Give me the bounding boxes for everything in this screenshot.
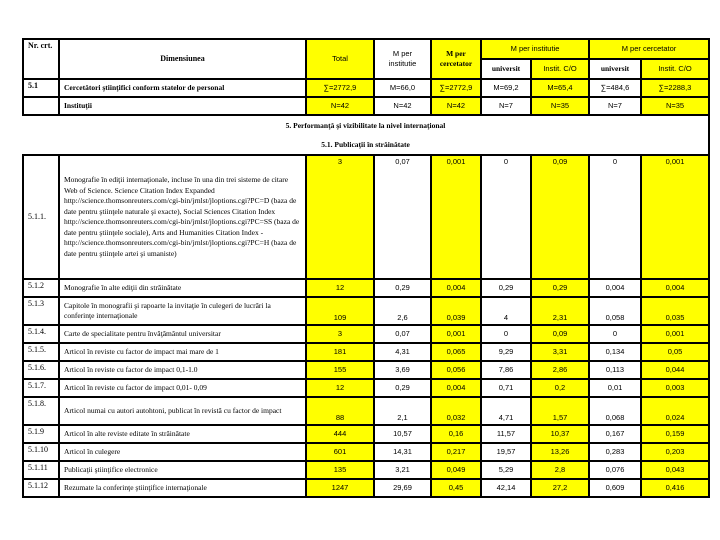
row-value: 0 <box>589 325 641 343</box>
row-value: 13,26 <box>531 443 589 461</box>
row-label: Monografie în alte ediţii din străinătate <box>59 279 306 297</box>
row-value: 0,07 <box>374 325 431 343</box>
row-value: 3 <box>306 155 374 279</box>
row-value: 0,167 <box>589 425 641 443</box>
row-value: 0,09 <box>531 325 589 343</box>
row-value: 0,024 <box>641 397 709 425</box>
row-number: 5.1.12 <box>23 479 59 497</box>
row-value: 0,283 <box>589 443 641 461</box>
row-value: 0,07 <box>374 155 431 279</box>
row-value: 0,004 <box>431 379 481 397</box>
row-value: 42,14 <box>481 479 531 497</box>
row-value: 88 <box>306 397 374 425</box>
row-value: 7,86 <box>481 361 531 379</box>
row-value: 11,57 <box>481 425 531 443</box>
table-row <box>23 325 709 343</box>
row-value: 0,065 <box>431 343 481 361</box>
row-label: Articol în culegere <box>59 443 306 461</box>
row-value: 0 <box>589 155 641 279</box>
row-value: 12 <box>306 379 374 397</box>
table-row <box>23 425 709 443</box>
row-label: Articol în reviste cu factor de impact 0,01- 0,09 <box>59 379 306 397</box>
row-value: 0,004 <box>431 279 481 297</box>
header-m-per-institution: M per institutie <box>374 39 431 79</box>
row-number: 5.1.8. <box>23 397 59 425</box>
row-value: 0,217 <box>431 443 481 461</box>
header-m-per-researcher: M per cercetator <box>431 39 481 79</box>
row-value: 0,003 <box>641 379 709 397</box>
table-row <box>23 461 709 479</box>
row-value: 0,039 <box>431 297 481 325</box>
table-row <box>23 155 709 279</box>
table-row <box>23 443 709 461</box>
row-value: 0,056 <box>431 361 481 379</box>
row-value: 10,57 <box>374 425 431 443</box>
row-value: 135 <box>306 461 374 479</box>
row-value: 9,29 <box>481 343 531 361</box>
row-value: 0,043 <box>641 461 709 479</box>
row-value: 0,044 <box>641 361 709 379</box>
row-value: 0,058 <box>589 297 641 325</box>
row-label: Articol în reviste cu factor de impact 0,1-1.0 <box>59 361 306 379</box>
table-row <box>23 479 709 497</box>
table-row <box>23 79 709 97</box>
row-value: 5,29 <box>481 461 531 479</box>
row-value: 3,69 <box>374 361 431 379</box>
row-value: 0,16 <box>431 425 481 443</box>
header-total: Total <box>306 39 374 79</box>
header-dimension: Dimensiunea <box>59 39 306 79</box>
row-value: 0,076 <box>589 461 641 479</box>
header-group-institution: M per institutie <box>481 39 589 59</box>
row-value: 0,203 <box>641 443 709 461</box>
row-label: Capitole în monografii şi rapoarte la invitaţie în culegeri de lucrări la conferinţe internaţionale <box>59 297 306 325</box>
row-value: 0,29 <box>374 279 431 297</box>
row-value: 0 <box>481 155 531 279</box>
row-number: 5.1.10 <box>23 443 59 461</box>
row-value: 10,37 <box>531 425 589 443</box>
row-value: 0,71 <box>481 379 531 397</box>
row-value: M=66,0 <box>374 79 431 97</box>
row-value: 0,416 <box>641 479 709 497</box>
header-row <box>23 39 709 59</box>
row-value: 0,159 <box>641 425 709 443</box>
indicators-table <box>22 38 710 498</box>
section-title: 5. Performanţă şi vizibilitate la nivel internaţional <box>23 115 709 135</box>
row-value: ∑=2772,9 <box>431 79 481 97</box>
row-value: 0,45 <box>431 479 481 497</box>
row-value: 0,032 <box>431 397 481 425</box>
row-label: Rezumate la conferinţe ştiinţifice internaţionale <box>59 479 306 497</box>
row-value: ∑=2772,9 <box>306 79 374 97</box>
row-value: 0,035 <box>641 297 709 325</box>
row-value: N=42 <box>306 97 374 115</box>
row-value: 0,001 <box>641 155 709 279</box>
row-label: Publicaţii ştiinţifice electronice <box>59 461 306 479</box>
table-row <box>23 279 709 297</box>
row-value: 0,05 <box>641 343 709 361</box>
row-value: 4,31 <box>374 343 431 361</box>
row-number: 5.1.1. <box>23 155 59 279</box>
header-group-researcher: M per cercetator <box>589 39 709 59</box>
row-number: 5.1.2 <box>23 279 59 297</box>
table-row <box>23 343 709 361</box>
row-value: 4 <box>481 297 531 325</box>
row-value: N=35 <box>531 97 589 115</box>
row-value: 2,31 <box>531 297 589 325</box>
row-value: 12 <box>306 279 374 297</box>
subheader-universit: universit <box>589 59 641 79</box>
section-title-row <box>23 115 709 135</box>
row-label: Articol în reviste cu factor de impact mai mare de 1 <box>59 343 306 361</box>
row-value: 2,1 <box>374 397 431 425</box>
row-value: 601 <box>306 443 374 461</box>
row-value: 0,001 <box>641 325 709 343</box>
row-value: ∑=484,6 <box>589 79 641 97</box>
row-number: 5.1.11 <box>23 461 59 479</box>
row-value: 0,001 <box>431 155 481 279</box>
row-value: N=7 <box>589 97 641 115</box>
row-value: 181 <box>306 343 374 361</box>
row-number: 5.1.4. <box>23 325 59 343</box>
row-number <box>23 97 59 115</box>
row-value: 0,134 <box>589 343 641 361</box>
row-value: 0,004 <box>641 279 709 297</box>
row-number: 5.1.7. <box>23 379 59 397</box>
row-value: 0,001 <box>431 325 481 343</box>
row-value: 27,2 <box>531 479 589 497</box>
row-value: N=42 <box>374 97 431 115</box>
row-value: 0,068 <box>589 397 641 425</box>
row-value: N=35 <box>641 97 709 115</box>
row-label: Instituţii <box>59 97 306 115</box>
row-value: M=69,2 <box>481 79 531 97</box>
subsection-title: 5.1. Publicaţii în străinătate <box>23 135 709 155</box>
table-row <box>23 361 709 379</box>
row-value: ∑=2288,3 <box>641 79 709 97</box>
row-value: 3 <box>306 325 374 343</box>
row-number: 5.1.9 <box>23 425 59 443</box>
row-value: 0,01 <box>589 379 641 397</box>
row-value: 0,29 <box>481 279 531 297</box>
row-number: 5.1.6. <box>23 361 59 379</box>
subsection-title-row <box>23 135 709 155</box>
row-value: N=42 <box>431 97 481 115</box>
row-value: 14,31 <box>374 443 431 461</box>
row-value: 0,609 <box>589 479 641 497</box>
row-value: 0 <box>481 325 531 343</box>
row-label: Monografie în ediţii internaţionale, incluse în una din trei sisteme de citare Web of Science. Science Citation Index Expanded http://science.thomsonreuters.com/cgi-bin/jrnlst/jloptions.cgi?PC=D (baza de date pentru ştiinţele naturale şi exacte), Social Sciences Citation Index http://science.thomsonreuters.com/cgi-bin/jrnlst/jloptions.cgi?PC=SS (baza de date pentru ştiinţele sociale), Arts and Humanities Citation Index - http://science.thomsonreuters.com/cgi-bin/jrnlst/jloptions.cgi?PC=H (baza de date pentru ştiinţele artei şi umaniste) <box>59 155 306 279</box>
row-value: M=65,4 <box>531 79 589 97</box>
header-nr: Nr. crt. <box>23 39 59 79</box>
subheader-instit-co: Instit. C/O <box>531 59 589 79</box>
row-number: 5.1.5. <box>23 343 59 361</box>
row-value: 19,57 <box>481 443 531 461</box>
table-row <box>23 297 709 325</box>
row-value: 1247 <box>306 479 374 497</box>
row-value: 0,29 <box>531 279 589 297</box>
row-value: 2,8 <box>531 461 589 479</box>
row-label: Cercetători ştiinţifici conform statelor de personal <box>59 79 306 97</box>
row-value: 0,29 <box>374 379 431 397</box>
subheader-universit: universit <box>481 59 531 79</box>
row-value: 109 <box>306 297 374 325</box>
row-label: Articol în alte reviste editate în străinătate <box>59 425 306 443</box>
row-number: 5.1.3 <box>23 297 59 325</box>
row-number: 5.1 <box>23 79 59 97</box>
row-value: 4,71 <box>481 397 531 425</box>
row-value: 0,113 <box>589 361 641 379</box>
row-value: 0,049 <box>431 461 481 479</box>
row-value: 3,21 <box>374 461 431 479</box>
subheader-instit-co: Instit. C/O <box>641 59 709 79</box>
row-value: 0,09 <box>531 155 589 279</box>
row-label: Articol numai cu autori autohtoni, publicat în revistă cu factor de impact <box>59 397 306 425</box>
row-value: 3,31 <box>531 343 589 361</box>
row-value: N=7 <box>481 97 531 115</box>
row-value: 0,004 <box>589 279 641 297</box>
row-value: 0,2 <box>531 379 589 397</box>
table-row <box>23 379 709 397</box>
row-value: 444 <box>306 425 374 443</box>
table-row <box>23 97 709 115</box>
row-value: 1,57 <box>531 397 589 425</box>
row-value: 29,69 <box>374 479 431 497</box>
row-value: 2,86 <box>531 361 589 379</box>
row-value: 2,6 <box>374 297 431 325</box>
table-row <box>23 397 709 425</box>
row-value: 155 <box>306 361 374 379</box>
row-label: Carte de specialitate pentru învăţământul universitar <box>59 325 306 343</box>
